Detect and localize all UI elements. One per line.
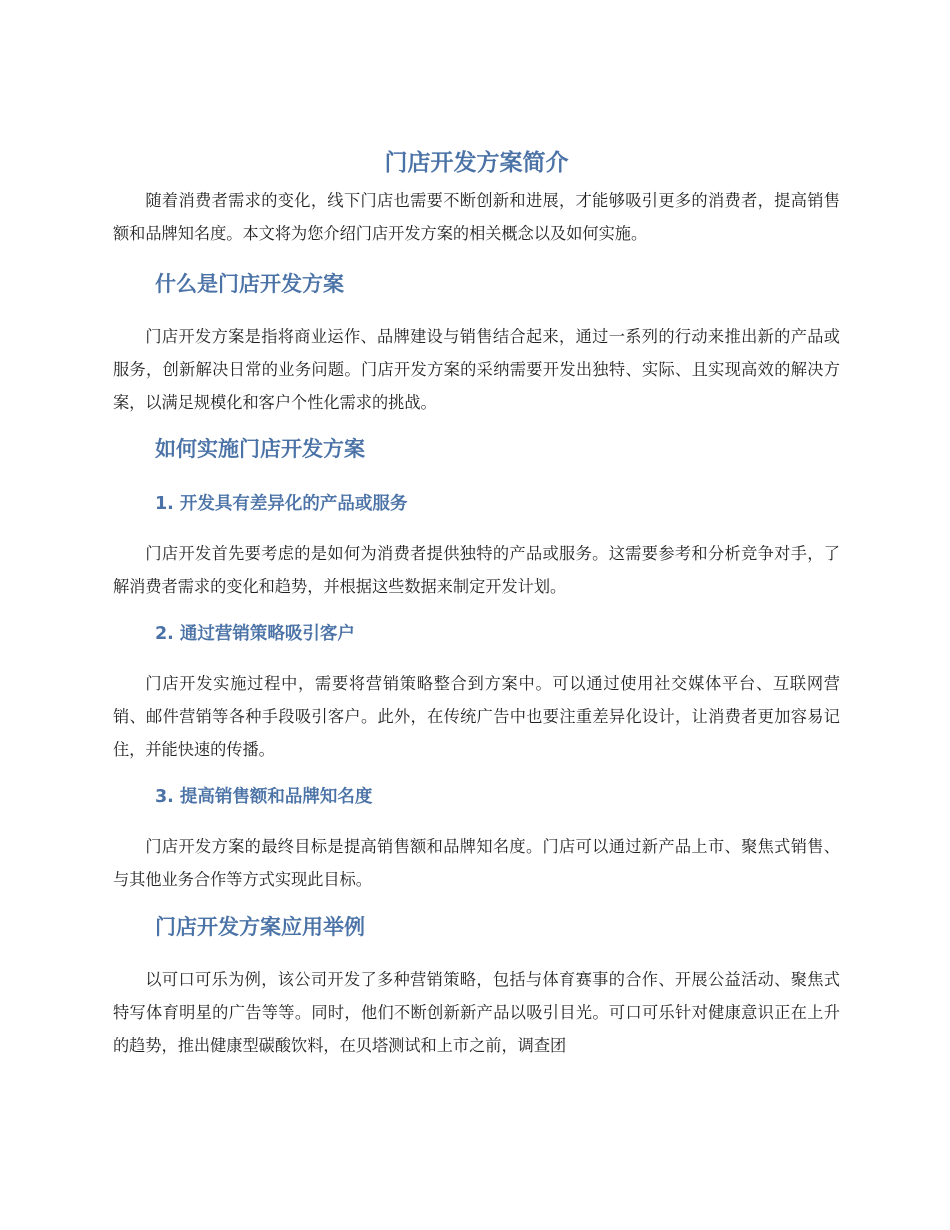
subsection-heading-marketing: 2. 通过营销策略吸引客户 <box>155 624 355 644</box>
section-example-paragraph: 以可口可乐为例，该公司开发了多种营销策略，包括与体育赛事的合作、开展公益活动、聚焦式特写体育明星的广告等等。同时，他们不断创新新产品以吸引目光。可口可乐针对健康意识正在上升的趋势，推出健康型碳酸饮料，在贝塔测试和上市之前，调查团 <box>113 970 840 1056</box>
document-title: 门店开发方案简介 <box>384 150 569 176</box>
subsection-marketing-paragraph: 门店开发实施过程中，需要将营销策略整合到方案中。可以通过使用社交媒体平台、互联网营销、邮件营销等各种手段吸引客户。此外，在传统广告中也要注重差异化设计，让消费者更加容易记住，并能快速的传播。 <box>113 674 840 760</box>
subsection-differentiation-paragraph: 门店开发首先要考虑的是如何为消费者提供独特的产品或服务。这需要参考和分析竞争对手，了解消费者需求的变化和趋势，并根据这些数据来制定开发计划。 <box>113 544 840 597</box>
intro-paragraph: 随着消费者需求的变化，线下门店也需要不断创新和进展，才能够吸引更多的消费者，提高销售额和品牌知名度。本文将为您介绍门店开发方案的相关概念以及如何实施。 <box>113 191 840 244</box>
section-heading-how-to: 如何实施门店开发方案 <box>155 437 365 461</box>
subsection-sales-paragraph: 门店开发方案的最终目标是提高销售额和品牌知名度。门店可以通过新产品上市、聚焦式销售、与其他业务合作等方式实现此目标。 <box>113 837 840 890</box>
section-what-is-paragraph: 门店开发方案是指将商业运作、品牌建设与销售结合起来，通过一系列的行动来推出新的产品或服务，创新解决日常的业务问题。门店开发方案的采纳需要开发出独特、实际、且实现高效的解决方案，以满足规模化和客户个性化需求的挑战。 <box>113 327 840 413</box>
subsection-heading-differentiation: 1. 开发具有差异化的产品或服务 <box>155 494 408 514</box>
section-heading-example: 门店开发方案应用举例 <box>155 915 365 939</box>
section-heading-what-is: 什么是门店开发方案 <box>155 272 344 296</box>
subsection-heading-sales: 3. 提高销售额和品牌知名度 <box>155 787 373 807</box>
